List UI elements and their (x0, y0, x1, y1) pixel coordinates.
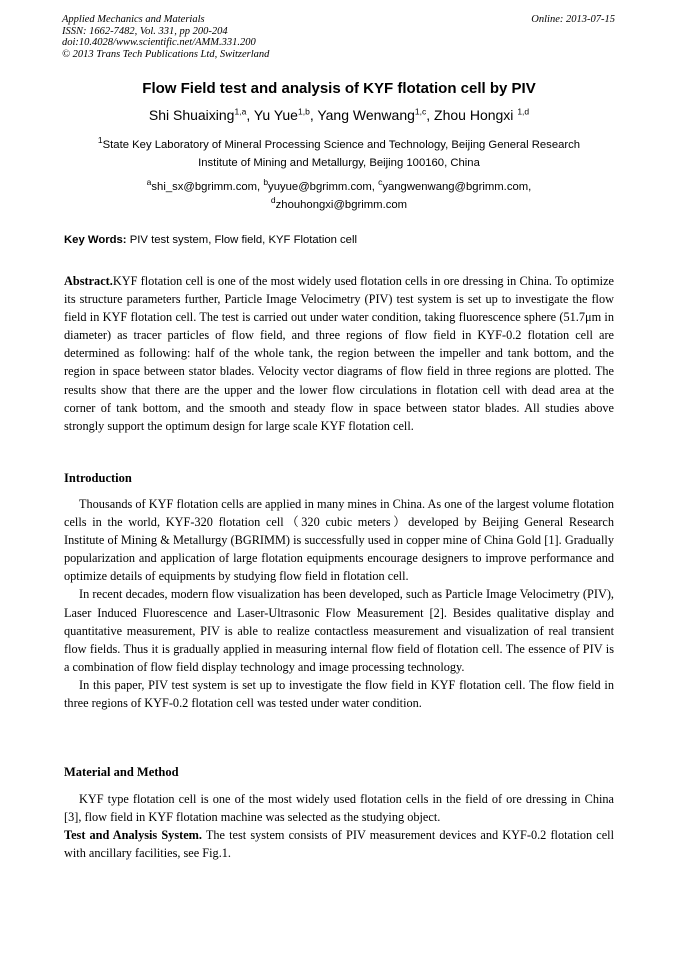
method-paragraph-2: The test system consists of PIV measurement devices and KYF-0.2 flotation cell with ancillary facilities, see Fig.1. (64, 828, 614, 861)
email-c: yangwenwang@bgrimm.com, (382, 181, 532, 193)
email-sup: d (270, 195, 276, 206)
abstract (64, 272, 614, 435)
method-paragraph-1: KYF type flotation cell is one of the most widely used flotation cells in the field of ore dressing in China [3], flow field in KYF flotation machine was selected as the studying object. (64, 792, 614, 825)
author-emails (64, 178, 614, 214)
online-date: Online: 2013-07-15 (531, 14, 615, 25)
method-paragraph-2-label: Test and Analysis System. (64, 828, 202, 843)
journal-name: Applied Mechanics and Materials (62, 14, 205, 25)
intro-paragraph-3: In this paper, PIV test system is set up to investigate the flow field in KYF flotation cell. The flow field in three regions of KYF-0.2 flotation cell was tested under water condition. (64, 677, 614, 711)
abstract-label: Abstract. (64, 274, 113, 288)
copyright-line: © 2013 Trans Tech Publications Ltd, Switzerland (62, 48, 270, 60)
author-name: Shi Shuaixing (148, 107, 235, 123)
method-body (64, 790, 614, 862)
email-sup: c (378, 177, 383, 188)
paper-title: Flow Field test and analysis of KYF flotation cell by PIV (142, 80, 536, 97)
author-sup: 1,d (517, 106, 530, 117)
intro-paragraph-2: In recent decades, modern flow visualization has been developed, such as Particle Image Velocimetry (PIV), Laser Induced Fluorescence and Laser-Ultrasonic Flow Measurement [2]. Besides qualitative display and quantitative measurement, PIV is able to realize contactless measurement and visualization of real transient flow fields. Thus it is gradually applied in measuring internal flow field of flotation cell. The essence of PIV is a combination of flow field display technology and image processing technology. (64, 587, 614, 674)
affiliation (64, 136, 614, 172)
introduction-heading: Introduction (64, 471, 132, 485)
journal-header (62, 14, 269, 60)
author-sup: 1,c (414, 106, 427, 117)
author-separator: , (309, 107, 318, 123)
author-separator: , (246, 107, 254, 123)
introduction-body (64, 495, 614, 712)
affiliation-line-2: Institute of Mining and Metallurgy, Beijing 100160, China (198, 157, 480, 169)
affiliation-sup: 1 (97, 135, 103, 146)
keywords-label: Key Words: (64, 234, 127, 246)
email-sup: b (263, 177, 269, 188)
email-d: zhouhongxi@bgrimm.com (275, 199, 408, 211)
method-heading: Material and Method (64, 765, 179, 779)
email-b: yuyue@bgrimm.com, (268, 181, 379, 193)
abstract-text: KYF flotation cell is one of the most widely used flotation cells in ore dressing in China. To optimize its structure parameters further, Particle Image Velocimetry (PIV) test system is set up to investigate the flow field in KYF flotation cell. The test is carried out under water condition, taking fluorescence sphere (51.7μm in diameter) as tracer particles of flow field, and three regions of flow field in KYF-0.2 flotation cell are determined as following: half of the whole tank, the region between the impeller and tank bottom, and the region in space between stator blades. Velocity vector diagrams of flow field in three regions are plotted. The results show that there are the upper and the lower flow circulations in flotation cell with dead area at the corner of tank bottom, and the smooth and steady flow in space between stator blades. All studies above strongly support the optimum design for large scale KYF flotation cell. (64, 274, 614, 433)
doi-line: doi:10.4028/www.scientific.net/AMM.331.200 (62, 37, 256, 48)
author-list (0, 107, 678, 123)
keywords-text: PIV test system, Flow field, KYF Flotation cell (126, 234, 357, 246)
email-a: shi_sx@bgrimm.com, (151, 181, 264, 193)
author-name: Zhou Hongxi (434, 107, 518, 123)
author-name: Yang Wenwang (317, 107, 415, 123)
intro-paragraph-1: Thousands of KYF flotation cells are applied in many mines in China. As one of the largest volume flotation cells in the world, KYF-320 flotation cell（320 cubic meters）developed by Beijing General Research Institute of Mining & Metallurgy (BGRIMM) is successfully used in copper mine of China Gold [1]. Gradually popularization and application of large flotation equipments encourage designers to improve performance and optimize details of equipments by studying flow field in flotation cell. (64, 497, 614, 584)
author-sup: 1,a (234, 106, 247, 117)
keywords-line (64, 234, 357, 246)
affiliation-line-1: State Key Laboratory of Mineral Processing Science and Technology, Beijing General Research (102, 139, 581, 151)
author-name: Yu Yue (253, 107, 298, 123)
author-separator: , (426, 107, 435, 123)
author-sup: 1,b (297, 106, 310, 117)
email-sup: a (146, 177, 152, 188)
issn-line: ISSN: 1662-7482, Vol. 331, pp 200-204 (62, 25, 228, 37)
